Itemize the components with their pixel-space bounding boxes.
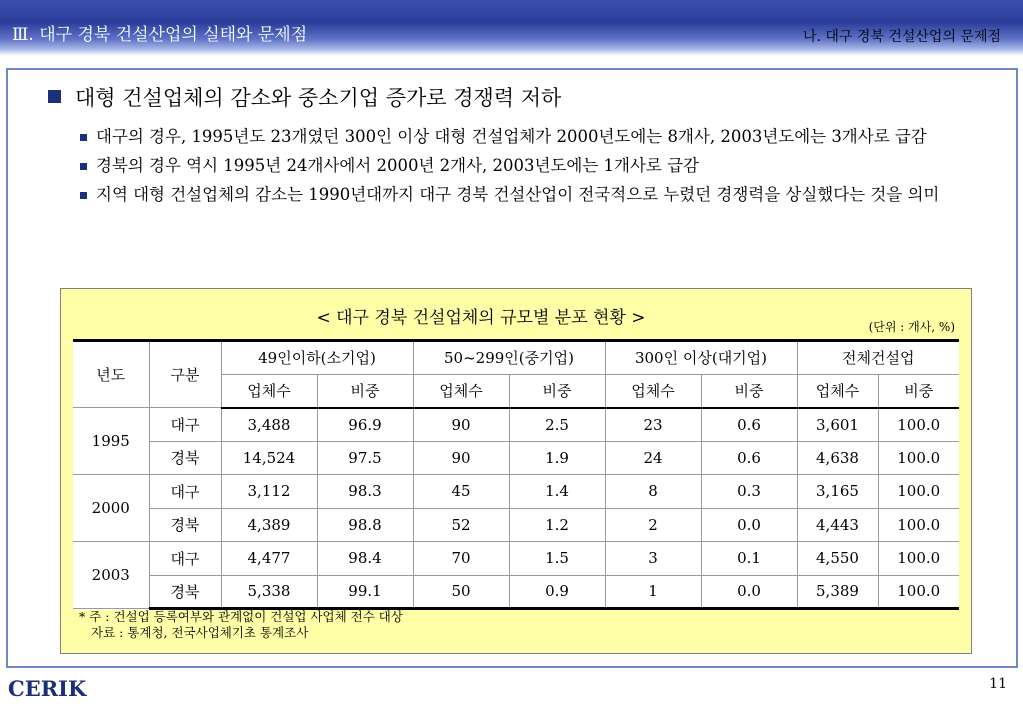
value-cell: 3: [605, 542, 701, 576]
header-group: 50~299인(중기업): [413, 341, 605, 375]
main-heading: [48, 82, 561, 112]
value-cell: 0.9: [509, 575, 605, 609]
value-cell: 100.0: [878, 575, 959, 609]
table-row: [73, 441, 959, 475]
region-cell: 경북: [149, 575, 221, 609]
value-cell: 50: [413, 575, 509, 609]
value-cell: 4,550: [797, 542, 878, 576]
value-cell: 0.0: [701, 508, 797, 542]
table-body: [73, 408, 959, 609]
cerik-logo: CERIK: [8, 676, 87, 701]
bullet-item: [80, 180, 960, 209]
value-cell: 14,524: [221, 441, 317, 475]
value-cell: 97.5: [317, 441, 413, 475]
region-cell: 경북: [149, 508, 221, 542]
subheader-ratio: 비중: [701, 374, 797, 408]
value-cell: 0.1: [701, 542, 797, 576]
value-cell: 100.0: [878, 408, 959, 442]
subheader-ratio: 비중: [317, 374, 413, 408]
table-unit: (단위 : 개사, %): [868, 320, 955, 334]
page-number: 11: [989, 676, 1007, 692]
value-cell: 1: [605, 575, 701, 609]
value-cell: 3,601: [797, 408, 878, 442]
value-cell: 23: [605, 408, 701, 442]
value-cell: 3,488: [221, 408, 317, 442]
bullet-text: 지역 대형 건설업체의 감소는 1990년대까지 대구 경북 건설산업이 전국적으로 누렸던 경쟁력을 상실했다는 것을 의미: [96, 185, 940, 204]
value-cell: 1.5: [509, 542, 605, 576]
value-cell: 1.9: [509, 441, 605, 475]
value-cell: 98.3: [317, 475, 413, 509]
header-group: 300인 이상(대기업): [605, 341, 797, 375]
region-cell: 대구: [149, 408, 221, 442]
subsection-title: 나. 대구 경북 건설산업의 문제점: [802, 29, 1001, 45]
table-row: [73, 575, 959, 609]
bullet-list: [80, 122, 960, 209]
value-cell: 4,389: [221, 508, 317, 542]
value-cell: 98.4: [317, 542, 413, 576]
table-notes: [79, 609, 403, 641]
value-cell: 96.9: [317, 408, 413, 442]
region-cell: 경북: [149, 441, 221, 475]
value-cell: 0.6: [701, 408, 797, 442]
year-cell: 2003: [73, 542, 149, 609]
note-scope: * 주 : 건설업 등록여부와 관계없이 건설업 사업체 전수 대상: [79, 609, 403, 624]
bullet-item: [80, 122, 960, 151]
small-square-bullet-icon: [80, 192, 87, 199]
value-cell: 100.0: [878, 441, 959, 475]
distribution-table: [73, 339, 959, 610]
value-cell: 100.0: [878, 542, 959, 576]
value-cell: 99.1: [317, 575, 413, 609]
header-year: 년도: [73, 341, 149, 408]
value-cell: 3,112: [221, 475, 317, 509]
subheader-count: 업체수: [797, 374, 878, 408]
table-row: [73, 542, 959, 576]
table-title: < 대구 경북 건설업체의 규모별 분포 현황 >: [316, 308, 646, 328]
value-cell: 45: [413, 475, 509, 509]
value-cell: 2.5: [509, 408, 605, 442]
year-cell: 1995: [73, 408, 149, 475]
value-cell: 4,443: [797, 508, 878, 542]
subheader-ratio: 비중: [878, 374, 959, 408]
value-cell: 98.8: [317, 508, 413, 542]
value-cell: 90: [413, 441, 509, 475]
value-cell: 2: [605, 508, 701, 542]
small-square-bullet-icon: [80, 163, 87, 170]
value-cell: 70: [413, 542, 509, 576]
table-row: [73, 508, 959, 542]
value-cell: 1.2: [509, 508, 605, 542]
header-group: 전체건설업: [797, 341, 959, 375]
bullet-item: [80, 151, 960, 180]
subheader-ratio: 비중: [509, 374, 605, 408]
value-cell: 5,389: [797, 575, 878, 609]
value-cell: 0.3: [701, 475, 797, 509]
region-cell: 대구: [149, 475, 221, 509]
table-box: [60, 288, 972, 654]
value-cell: 100.0: [878, 475, 959, 509]
value-cell: 1.4: [509, 475, 605, 509]
bullet-text: 경북의 경우 역시 1995년 24개사에서 2000년 2개사, 2003년도에는 1개사로 급감: [96, 156, 699, 175]
section-title: Ⅲ. 대구 경북 건설산업의 실태와 문제점: [12, 25, 308, 45]
header-bar: [0, 0, 1023, 56]
value-cell: 52: [413, 508, 509, 542]
subheader-count: 업체수: [221, 374, 317, 408]
value-cell: 5,338: [221, 575, 317, 609]
year-cell: 2000: [73, 475, 149, 542]
value-cell: 24: [605, 441, 701, 475]
header-group: 49인이하(소기업): [221, 341, 413, 375]
main-heading-text: 대형 건설업체의 감소와 중소기업 증가로 경쟁력 저하: [75, 86, 562, 110]
value-cell: 0.6: [701, 441, 797, 475]
header-type: 구분: [149, 341, 221, 408]
subheader-count: 업체수: [605, 374, 701, 408]
table-header-row: [73, 341, 959, 375]
value-cell: 90: [413, 408, 509, 442]
value-cell: 3,165: [797, 475, 878, 509]
note-source: 자료 : 통계청, 전국사업체기초 통계조사: [91, 625, 309, 640]
value-cell: 0.0: [701, 575, 797, 609]
square-bullet-icon: [48, 90, 61, 103]
value-cell: 8: [605, 475, 701, 509]
table-row: [73, 475, 959, 509]
small-square-bullet-icon: [80, 134, 87, 141]
value-cell: 4,477: [221, 542, 317, 576]
table-row: [73, 408, 959, 442]
bullet-text: 대구의 경우, 1995년도 23개였던 300인 이상 대형 건설업체가 2000년도에는 8개사, 2003년도에는 3개사로 급감: [96, 127, 927, 146]
region-cell: 대구: [149, 542, 221, 576]
value-cell: 100.0: [878, 508, 959, 542]
subheader-count: 업체수: [413, 374, 509, 408]
value-cell: 4,638: [797, 441, 878, 475]
